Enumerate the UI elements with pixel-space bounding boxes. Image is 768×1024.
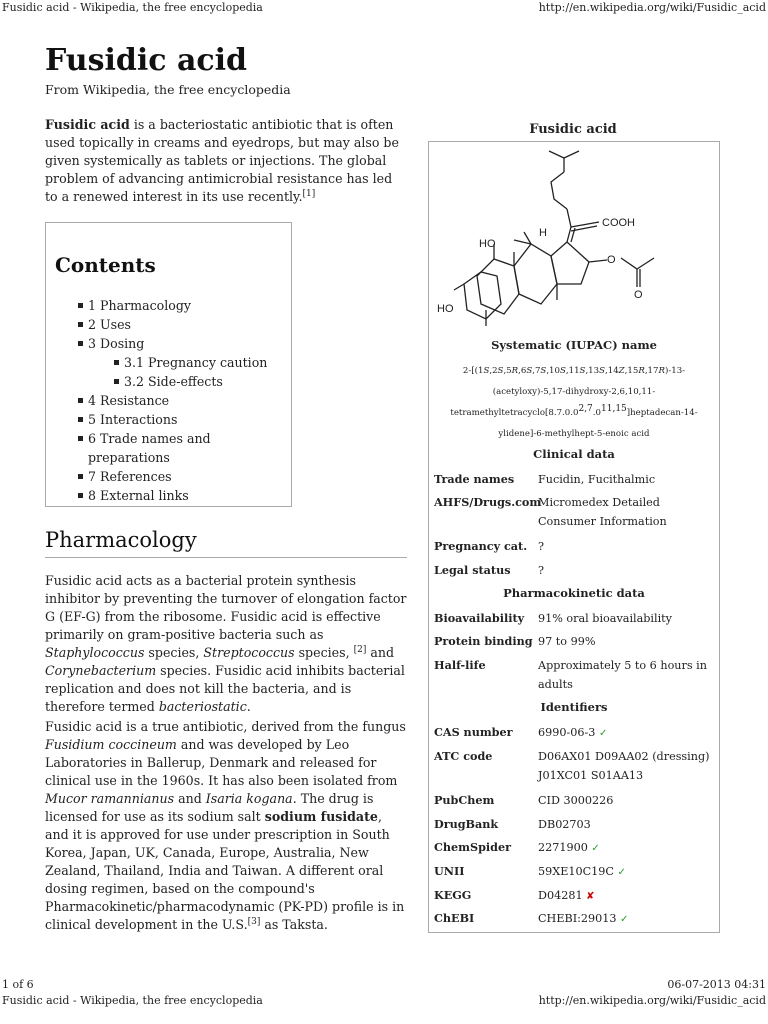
pharmacology-paragraph-2: Fusidic acid is a true antibiotic, derived from the fungus Fusidium coccineum and was developed by Leo Laboratories in Ballerup, Denmark and released for clinical use in the 1960s. It has also been isolated from Mucor ramannianus and Isaria kogana. The drug is licensed for use as its sodium salt sodium fusidate, and it is approved for use under prescription in South Korea, Japan, UK, Canada, Europe, Australia, New Zealand, Thailand, India and Taiwan. A different oral dosing regimen, based on the compound's Pharmacokinetic/pharmacodynamic (PK-PD) profile is in clinical development in the U.S.[3] as Taksta. — [45, 719, 406, 932]
toc-item-external-links[interactable]: 8 External links — [78, 486, 291, 505]
row-key: Trade names — [434, 472, 515, 486]
unverified-cross-icon: ✘ — [586, 891, 595, 902]
structure-label-ho-upper: HO — [479, 238, 496, 250]
infobox — [428, 141, 720, 933]
row-key: Legal status — [434, 563, 511, 577]
row-value[interactable]: ? — [538, 564, 544, 577]
row-value-wrap — [538, 909, 716, 929]
toc-item-interactions[interactable]: 5 Interactions — [78, 410, 291, 429]
row-key: Protein binding — [434, 634, 533, 648]
verified-check-icon: ✓ — [620, 914, 629, 925]
pharmacology-paragraph-1: Fusidic acid acts as a bacterial protein synthesis inhibitor by preventing the turnover of elongation factor G (EF-G) from the ribosome. Fusidic acid is effective primarily on gram-positive bacteria such as Staphylococcus species, Streptococcus species, [2] and Corynebacterium species. Fusidic acid inhibits bacterial replication and does not kill the bacteria, and is therefore termed bacteriostatic. — [45, 573, 407, 714]
page-title: Fusidic acid — [45, 43, 248, 78]
row-value[interactable]: D06AX01 D09AA02 (dressing) J01XC01 S01AA13 — [538, 750, 710, 782]
row-value: Fucidin, Fucithalmic — [538, 473, 656, 486]
toc-item-references[interactable]: 7 References — [78, 467, 291, 486]
row-value: 91% oral bioavailability — [538, 612, 672, 625]
verified-check-icon: ✓ — [598, 728, 608, 739]
row-key: ChemSpider — [434, 840, 511, 854]
lead-bold-term: Fusidic acid — [45, 117, 130, 132]
row-value-wrap — [538, 838, 716, 858]
row-key: ATC code — [434, 749, 493, 763]
row-value[interactable]: Micromedex Detailed Consumer Information — [538, 496, 667, 528]
row-value[interactable]: 2271900 — [538, 841, 588, 854]
lead-text: is a bacteriostatic antibiotic that is often used topically in creams and eyedrops, but may also be given systemically as tablets or injections. The global problem of advancing antimicrobial resistance has led to a renewed interest in its use recently. — [45, 117, 399, 204]
site-subtitle: From Wikipedia, the free encyclopedia — [45, 82, 291, 97]
row-value-wrap — [538, 886, 716, 906]
print-datetime: 06-07-2013 04:31 — [667, 978, 766, 991]
row-key: UNII — [434, 864, 465, 878]
page-number: 1 of 6 — [2, 978, 34, 991]
toc-item-side-effects[interactable]: 3.2 Side-effects — [114, 372, 291, 391]
pk-data-heading: Pharmacokinetic data — [503, 586, 645, 600]
row-key: PubChem — [434, 793, 495, 807]
structure-label-o-carbonyl: O — [634, 289, 643, 301]
toc-item-dosing-link[interactable]: 3 Dosing — [88, 336, 145, 351]
structure-label-cooh: COOH — [602, 217, 635, 229]
print-footer-url[interactable]: http://en.wikipedia.org/wiki/Fusidic_acid — [538, 994, 766, 1007]
section-heading-pharmacology: Pharmacology — [45, 528, 197, 552]
row-value-wrap — [538, 723, 716, 743]
row-key: CAS number — [434, 725, 513, 739]
row-value[interactable]: CID 3000226 — [538, 794, 614, 807]
row-value[interactable]: CHEBI:29013 — [538, 912, 617, 925]
row-value: Approximately 5 to 6 hours in adults — [538, 659, 707, 691]
row-value[interactable]: ? — [538, 540, 544, 553]
print-footer-title: Fusidic acid - Wikipedia, the free encyclopedia — [2, 994, 263, 1007]
section-divider — [45, 557, 407, 558]
row-key: KEGG — [434, 888, 472, 902]
structure-label-h: H — [539, 227, 547, 239]
print-header-url[interactable]: http://en.wikipedia.org/wiki/Fusidic_acid — [538, 1, 766, 14]
toc-list — [78, 296, 291, 505]
row-value[interactable]: 6990-06-3 — [538, 726, 596, 739]
row-value: 97 to 99% — [538, 635, 596, 648]
verified-check-icon: ✓ — [617, 867, 626, 878]
print-header — [0, 0, 768, 18]
identifiers-heading: Identifiers — [540, 700, 608, 714]
row-key: Bioavailability — [434, 611, 525, 625]
infobox-title: Fusidic acid — [529, 122, 617, 137]
print-header-title: Fusidic acid - Wikipedia, the free encyclopedia — [2, 1, 263, 14]
row-key[interactable]: AHFS/Drugs.com — [434, 495, 542, 509]
row-value[interactable]: D04281 — [538, 889, 583, 902]
reference-link-1[interactable]: [1] — [302, 188, 316, 199]
clinical-data-heading: Clinical data — [533, 447, 615, 461]
row-value-wrap — [538, 862, 716, 882]
lead-paragraph — [45, 116, 405, 206]
toc-item-trade-names[interactable]: 6 Trade names and preparations — [78, 429, 291, 467]
iupac-name: 2-[(1S,2S,5R,6S,7S,10S,11S,13S,14Z,15R,17R)-13-(acetyloxy)-5,17-dihydroxy-2,6,10,11-tetramethyltetracyclo[8.7.0.0$^{2,7}$.0$^{11,15}$]heptadecan-14-ylidene]-6-methylhept-5-enoic acid — [450, 366, 698, 439]
toc-item-pregnancy-caution[interactable]: 3.1 Pregnancy caution — [114, 353, 291, 372]
toc-item-uses[interactable]: 2 Uses — [78, 315, 291, 334]
structure-label-ho-lower: HO — [437, 303, 454, 315]
table-of-contents — [45, 222, 292, 507]
row-value[interactable]: 59XE10C19C — [538, 865, 614, 878]
toc-title: Contents — [55, 253, 156, 277]
row-value[interactable]: DB02703 — [538, 818, 591, 831]
toc-item-pharmacology[interactable]: 1 Pharmacology — [78, 296, 291, 315]
iupac-heading: Systematic (IUPAC) name — [491, 338, 657, 352]
row-key: DrugBank — [434, 817, 499, 831]
chemical-structure-image[interactable] — [437, 144, 689, 329]
verified-check-icon: ✓ — [591, 843, 600, 854]
toc-item-dosing — [78, 334, 291, 391]
toc-item-resistance[interactable]: 4 Resistance — [78, 391, 291, 410]
structure-label-o-ester: O — [607, 254, 616, 266]
row-key: ChEBI — [434, 911, 475, 925]
row-key: Half-life — [434, 658, 486, 672]
row-key: Pregnancy cat. — [434, 539, 528, 553]
toc-sublist — [88, 353, 291, 391]
